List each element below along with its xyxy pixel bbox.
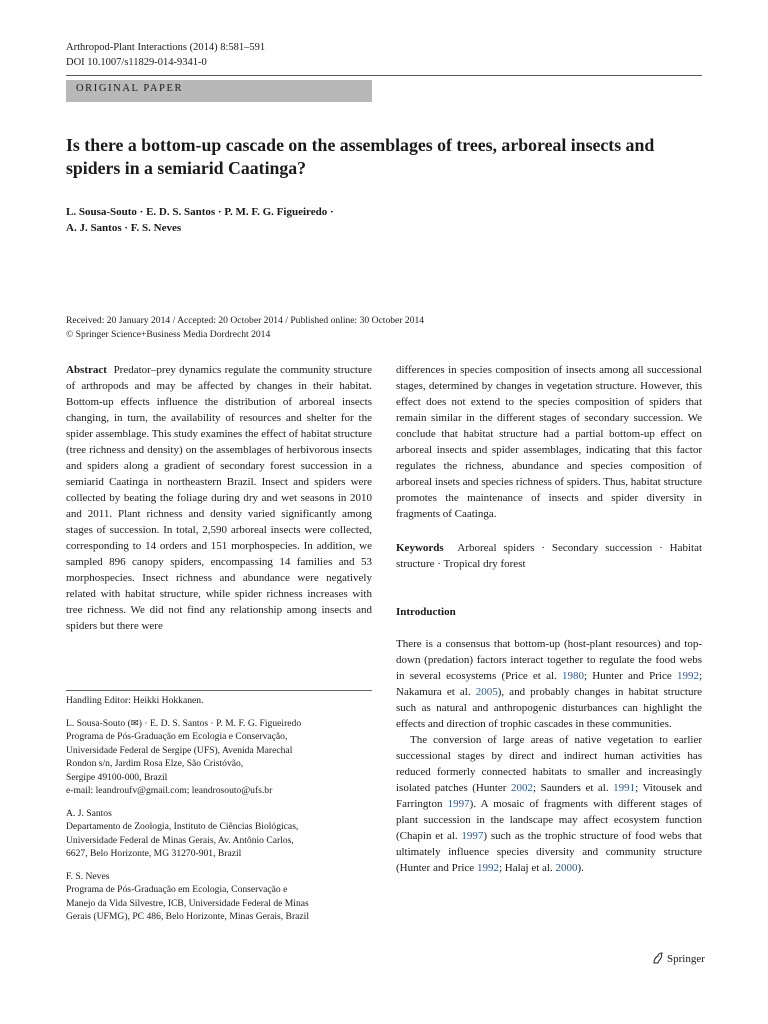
intro-p2-c: ; Vitousek and Farrington [396,782,702,810]
keywords-text: Arboreal spiders · Secondary succession · Habitat structure · Tropical dry forest [396,542,703,570]
footnote-rule [66,690,372,691]
aff3-line2: Programa de Pós-Graduação em Ecologia, Conservação e [66,884,288,895]
citation-link[interactable]: 1992 [676,670,699,682]
citation-link[interactable]: 1991 [613,782,636,794]
left-column [66,362,372,634]
aff1-line5: Sergipe 49100-000, Brazil [66,771,168,783]
doi[interactable]: DOI 10.1007/s11829-014-9341-0 [66,57,207,68]
dates-line: Received: 20 January 2014 / Accepted: 20 October 2014 / Published online: 30 October 2014 [66,315,425,326]
aff2-line4: 6627, Belo Horizonte, MG 31270-901, Brazil [66,848,242,859]
citation-link[interactable]: 2005 [475,686,498,698]
header-rule [66,75,702,76]
affiliation-3 [66,870,372,924]
aff3-line3: Manejo da Vida Silvestre, ICB, Universidade Federal de Minas [66,897,309,909]
intro-p2-e: ) such as the trophic structure of food webs that ultimately influence species diversity and community structure (Hunter and Price [396,830,702,874]
aff3-line4: Gerais (UFMG), PC 486, Belo Horizonte, Minas Gerais, Brazil [66,911,310,922]
abstract-label: Abstract [66,364,107,376]
intro-paragraph-1 [396,636,702,732]
citation-link[interactable]: 1997 [461,830,484,842]
aff2-line1: A. J. Santos [66,807,112,819]
keywords [396,540,702,572]
intro-p1-a: There is a consensus that bottom-up (host-plant resources) and top-down (predation) factors interact together to regulate the food webs in several ecosystems (Price et al. [396,638,702,682]
publisher-mark [652,952,705,965]
intro-p2-g: ). [577,862,584,874]
right-column [396,362,702,876]
journal-header [66,40,265,70]
author-list [66,204,686,236]
introduction-heading: Introduction [396,606,456,618]
springer-horse-icon [652,952,664,964]
aff2-line2: Departamento de Zoologia, Instituto de Ciências Biológicas, [66,821,299,832]
aff1-email[interactable]: e-mail: leandroufv@gmail.com; leandrosouto@ufs.br [66,785,273,796]
citation-link[interactable]: 1997 [447,798,470,810]
intro-paragraph-2 [396,732,702,876]
aff1-line2: Programa de Pós-Graduação em Ecologia e Conservação, [66,731,288,742]
intro-p1-b: ; Hunter and Price [583,670,677,682]
copyright-line: © Springer Science+Business Media Dordrecht 2014 [66,329,271,340]
abstract-left [66,362,372,634]
article-type-bar [66,80,372,102]
intro-p1-c: ; Nakamura et al. [396,670,702,698]
paper-title: Is there a bottom-up cascade on the assemblages of trees, arboreal insects and spiders in a semiarid Caatinga? [66,135,655,178]
intro-p2-d: ). A mosaic of fragments with different stages of plant succession in the landscape may affect ecosystem function (Chapin et al. [396,798,702,842]
citation-link[interactable]: 1980 [561,670,584,682]
citation-link[interactable]: 2002 [511,782,533,794]
affiliation-1 [66,717,372,798]
abstract-right: differences in species composition of insects among all successional stages, determined by changes in vegetation structure. However, this effect does not extend to the species composition of spiders that remain similar in the different stages of secondary succession. We conclude that habitat structure had a partial bottom-up effect on arboreal insects and spider assemblages, indicating that this factor regulates the richness, abundance and species composition of arboreal insets and species richness of spiders. Thus, habitat structure promotes the maintenance of insects and spider diversity in fragments of Caatinga. [396,364,702,520]
intro-p2-f: ; Halaj et al. [498,862,556,874]
aff2-line3: Universidade Federal de Minas Gerais, Av. Antônio Carlos, [66,834,294,846]
intro-p2-a: The conversion of large areas of native vegetation to earlier successional stages by direct and indirect human activities has reduced formerly connected habitats to smaller and increasingly isolated patches (Hunter [396,734,702,794]
article-type: ORIGINAL PAPER [76,83,184,94]
intro-p2-b: ; Saunders et al. [533,782,614,794]
abstract-text-left: Predator–prey dynamics regulate the community structure of arthropods and may be affected by changes in their habitat. Bottom-up effects influence the distribution of arboreal insects changing, in turn, the availability of resources and shelter for the spider assemblage. This study examines the effect of habitat structure (tree richness and density) on the assemblages of herbivorous insects and spiders along a gradient of secondary forest succession in a semiarid Caatinga in northeastern Brazil. Insect and spiders were collected by beating the foliage during dry and wet seasons in 2010 and 2011. Plant richness and density varied significantly among stages of succession. In total, 2,590 arboreal insects were collected, corresponding to 14 orders and 151 morphospecies. In addition, we sampled 896 canopy spiders, encompassing 14 families and 53 morphospecies. Insect richness and abundance were negatively related with habitat structure, while spider richness increases with tree richness. We did not find any relationship among insects and spiders but there were [66,364,373,632]
authors-line-1: L. Sousa-Souto · E. D. S. Santos · P. M. F. G. Figueiredo · [66,206,334,218]
keywords-label: Keywords [396,542,444,554]
handling-editor: Handling Editor: Heikki Hokkanen. [66,695,204,706]
publication-dates [66,314,702,342]
intro-p1-d: ), and probably changes in habitat structure such as natural and anthropogenic disturbances can highlight the effects and direction of trophic cascades in these communities. [396,686,702,730]
journal-citation: Arthropod-Plant Interactions (2014) 8:581–591 [66,42,266,53]
citation-link[interactable]: 2000 [555,862,578,874]
aff1-line1: L. Sousa-Souto (✉) · E. D. S. Santos · P. M. F. G. Figueiredo [66,717,302,729]
publisher-name: Springer [667,953,705,965]
citation-link[interactable]: 1992 [476,862,499,874]
footnotes [66,694,372,933]
aff1-line3: Universidade Federal de Sergipe (UFS), Avenida Marechal [66,744,293,756]
affiliation-2 [66,807,372,861]
aff3-line1: F. S. Neves [66,870,110,882]
aff1-line4: Rondon s/n, Jardim Rosa Elze, São Cristóvão, [66,758,244,769]
authors-line-2: A. J. Santos · F. S. Neves [66,222,182,234]
